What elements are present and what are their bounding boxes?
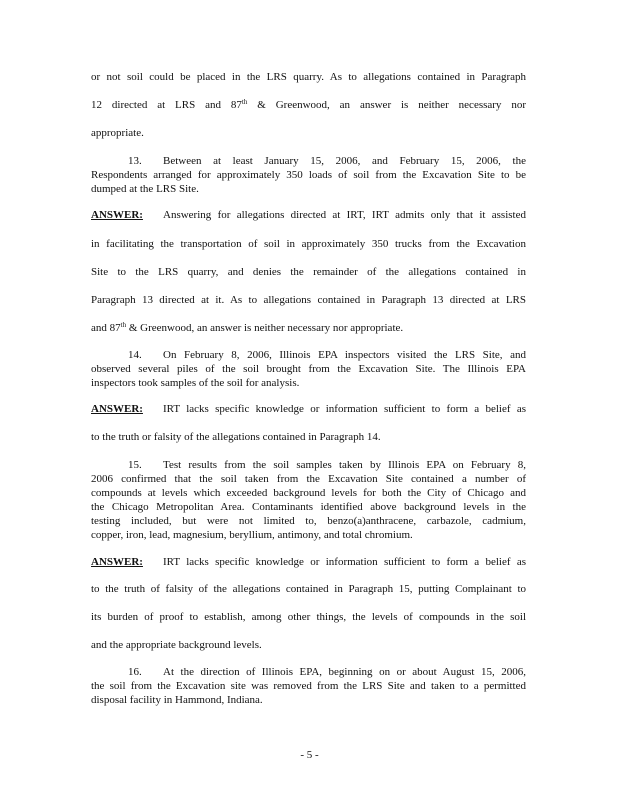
text-line: At the direction of Illinois EPA, beginning on or about August 15, 2006, — [163, 666, 526, 678]
text-line: appropriate. — [91, 127, 144, 139]
text-line: and the appropriate background levels. — [91, 639, 262, 651]
text-line: or not soil could be placed in the LRS quarry. As to allegations contained in Paragraph — [91, 71, 526, 83]
paragraph-number: 16. — [128, 666, 142, 678]
text-line: disposal facility in Hammond, Indiana. — [91, 694, 263, 706]
text-line: to the truth of falsity of the allegations contained in Paragraph 15, putting Complainant to — [91, 583, 526, 595]
text-line: compounds at levels which exceeded background levels for both the City of Chicago and — [91, 487, 526, 499]
text: and 87 — [91, 322, 121, 334]
answer-label: ANSWER: — [91, 209, 143, 221]
text-line: testing included, but were not limited to, benzo(a)anthracene, carbazole, cadmium, — [91, 515, 526, 527]
text-line: Paragraph 13 directed at it. As to allegations contained in Paragraph 13 directed at LRS — [91, 294, 526, 306]
text-line: the soil from the Excavation site was removed from the LRS Site and taken to a permitted — [91, 680, 526, 692]
text: & Greenwood, an answer is neither necessary nor appropriate. — [126, 322, 404, 334]
answer-label: ANSWER: — [91, 556, 143, 568]
text-line: the Chicago Metropolitan Area. Contaminants identified above background levels in the — [91, 501, 526, 513]
text-line: in facilitating the transportation of soil in approximately 350 trucks from the Excavation — [91, 238, 526, 250]
text-line — [91, 98, 526, 112]
text-line: observed several piles of the soil brought from the Excavation Site. The Illinois EPA — [91, 363, 526, 375]
text-line: to the truth or falsity of the allegations contained in Paragraph 14. — [91, 431, 381, 443]
page-number: - 5 - — [300, 749, 319, 761]
text-line: On February 8, 2006, Illinois EPA inspectors visited the LRS Site, and — [163, 349, 526, 361]
text-line: its burden of proof to establish, among other things, the levels of compounds in the soil — [91, 611, 526, 623]
text-line: IRT lacks specific knowledge or information sufficient to form a belief as — [163, 556, 526, 568]
paragraph-number: 15. — [128, 459, 142, 471]
text-line: 2006 confirmed that the soil taken from the Excavation Site contained a number of — [91, 473, 526, 485]
answer-label: ANSWER: — [91, 403, 143, 415]
text-line: Between at least January 15, 2006, and February 15, 2006, the — [163, 155, 526, 167]
paragraph-number: 13. — [128, 155, 142, 167]
text: & Greenwood, an answer is neither necessary nor — [247, 99, 526, 111]
text-line — [91, 321, 526, 335]
superscript: th — [120, 321, 127, 329]
superscript: th — [241, 98, 248, 106]
text-line: inspectors took samples of the soil for analysis. — [91, 377, 300, 389]
text-line: Respondents arranged for approximately 350 loads of soil from the Excavation Site to be — [91, 169, 526, 181]
text-line: dumped at the LRS Site. — [91, 183, 199, 195]
paragraph-number: 14. — [128, 349, 142, 361]
text-line: Answering for allegations directed at IRT, IRT admits only that it assisted — [163, 209, 526, 221]
text-line: Site to the LRS quarry, and denies the remainder of the allegations contained in — [91, 266, 526, 278]
text-line: IRT lacks specific knowledge or information sufficient to form a belief as — [163, 403, 526, 415]
text: 12 directed at LRS and 87 — [91, 99, 242, 111]
text-line: copper, iron, lead, magnesium, beryllium, antimony, and total chromium. — [91, 529, 413, 541]
text-line: Test results from the soil samples taken by Illinois EPA on February 8, — [163, 459, 526, 471]
